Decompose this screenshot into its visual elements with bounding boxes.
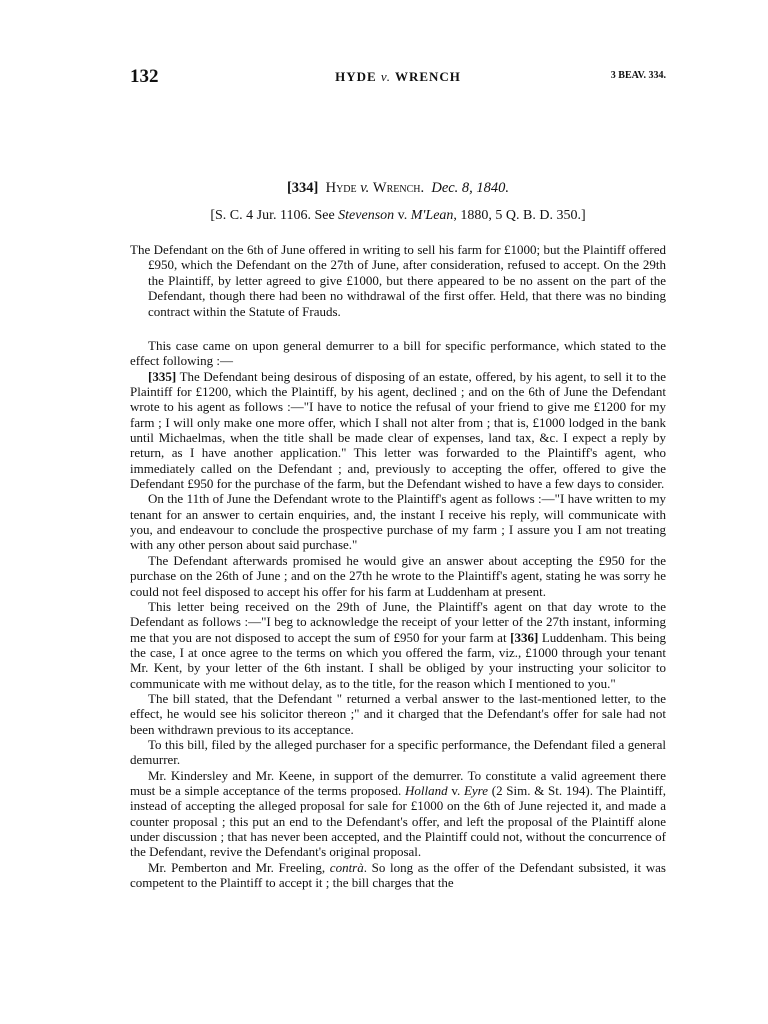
body-paragraph [130,860,666,891]
body-paragraph: The Defendant afterwards promised he would give an answer about accepting the £950 for the purchase on the 26th of June ; and on the 27th he wrote to the Plaintiff's agent, stating he was sorry he could not feel disposed to accept his offer for his farm at Luddenham at present. [130,552,666,599]
contra-term: contrà [329,859,364,875]
body-paragraph: The bill stated, that the Defendant " returned a verbal answer to the last-mentioned letter, to the effect, he would see his solicitor thereon ;" and it charged that the Defendant's offer for sale had not been withdrawn previous to its acceptance. [130,690,666,737]
case-title [130,180,666,197]
citation-case-b: M'Lean [410,208,454,223]
body-text: This letter being received on the 29th of June, the Plaintiff's agent on that day wrote to the Defendant as follows :—"I beg to acknowledge the receipt of your letter of the 27th instant, informing me that you are not disposed to accept the sum of £950 for your farm at [130,598,666,645]
cited-case-b: Eyre [463,782,489,798]
case-versus: v. [360,180,370,196]
body-text: (2 Sim. & St. 194). The Plaintiff, instead of accepting the alleged proposal for sale for £1000 on the 6th of June rejected it, and made a counter proposal ; this put an end to the Defendant's offer, and left the proposal of the Plaintiff alone under discussion ; that has never been accepted, and the Plaintiff could not, without the concurrence of the Defendant, revive the Defendant's original proposal. [130,782,666,860]
body-text: The Defendant being desirous of disposing of an estate, offered, by his agent, to sell it to the Plaintiff for £1200, which the Plaintiff, by his agent, declined ; and on the 6th of June the Defendant wrote to his agent as follows :—"I have to notice the refusal of your friend to give me £1200 for my farm ; I will only make one more offer, which I shall not alter from ; that is, £1000 lodged in the bank until Michaelmas, when the title shall be made clear of expenses, land tax, &c. I expect a reply by return, as I have another application." This letter was forwarded to the Plaintiff's agent, who immediately called on the Defendant ; and, previously to accepting the offer, offered to give the Defendant £950 for the purchase of the farm, but the Defendant wished to have a few days to consider. [130,368,666,492]
body-text: Mr. Pemberton and Mr. Freeling, [148,859,330,875]
body-paragraph [130,599,666,691]
citation [130,208,666,224]
case-date: Dec. 8, 1840. [431,180,510,196]
cited-case-a: Holland [404,782,448,798]
body-paragraph: This case came on upon general demurrer to a bill for specific performance, which stated to the effect following :— [130,338,666,369]
citation-case-a: Stevenson [338,208,395,223]
body-paragraph: To this bill, filed by the alleged purchaser for a specific performance, the Defendant filed a general demurrer. [130,736,666,768]
page-number: 132 [130,66,159,87]
running-title-versus: v. [380,69,391,84]
body-text: . So long as the offer of the Defendant subsisted, it was competent to the Plaintiff to accept it ; the bill charges that the [130,859,666,891]
body-paragraph [130,369,666,492]
case-defendant: Wrench. [372,180,425,196]
body-text: Luddenham. This being the case, I at once agree to the terms on which you offered the farm, viz., £1000 through your tenant Mr. Kent, by your letter of the 6th instant. I shall be obliged by your instructing your solicitor to communicate with me without delay, as to the title, for the reason which I mentioned to you." [130,629,667,691]
headnote [130,242,666,319]
report-body [130,338,666,890]
citation-prefix: [S. C. 4 Jur. 1106. See [210,208,339,223]
body-paragraph [130,768,666,860]
citation-versus: v. [394,208,411,223]
case-page-marker: [334] [286,180,319,196]
case-plaintiff: Hyde [325,180,357,196]
page-marker-336: [336] [510,629,539,645]
running-head [130,66,666,90]
page-marker-335: [335] [148,368,177,384]
running-title [130,69,666,85]
citation-suffix: , 1880, 5 Q. B. D. 350.] [453,208,586,223]
running-title-plaintiff: HYDE [335,69,377,84]
reporter-reference: 3 BEAV. 334. [610,70,666,81]
running-title-defendant: WRENCH [394,69,461,84]
body-text: Mr. Kindersley and Mr. Keene, in support of the demurrer. To constitute a valid agreement there must be a simple acceptance of the terms proposed. [130,767,666,798]
body-paragraph: On the 11th of June the Defendant wrote to the Plaintiff's agent as follows :—"I have written to my tenant for an answer to certain enquiries, and, the instant I receive his reply, will communicate with you, and endeavour to conclude the prospective purchase of my farm ; I assure you I am not treating with any other person about said purchase." [130,491,666,553]
cited-case-versus: v. [447,782,464,798]
headnote-text: The Defendant on the 6th of June offered in writing to sell his farm for £1000; but the Plaintiff offered £950, which the Defendant on the 27th of June, after consideration, refused to accept. On the 29th the Plaintiff, by letter agreed to give £1000, but there appeared to be no assent on the part of the Defendant, though there had been no withdrawal of the first offer. Held, that there was no binding contract within the Statute of Frauds. [130,242,666,319]
